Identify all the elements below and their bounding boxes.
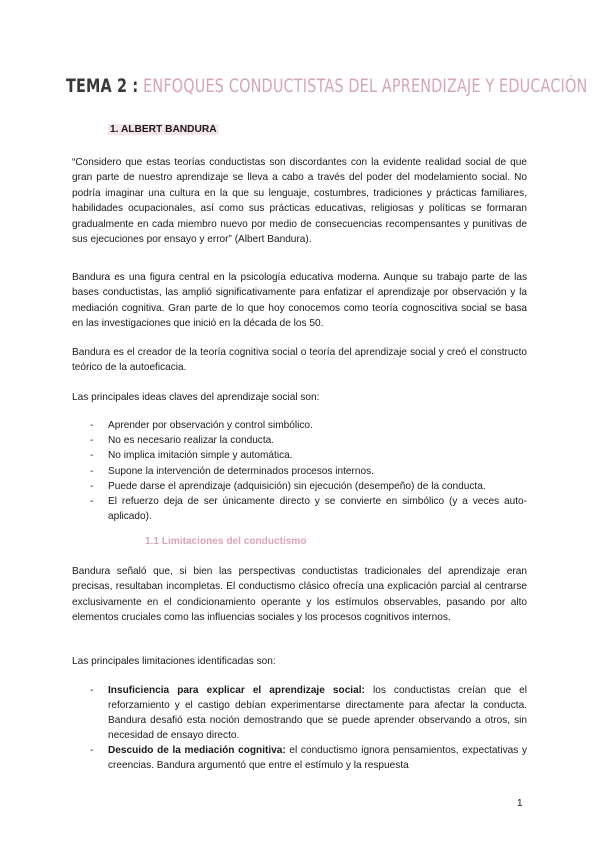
list-item: - Aprender por observación y control simbólico.	[72, 418, 527, 433]
limitation-term: Insuficiencia para explicar el aprendizaje social:	[108, 685, 365, 696]
bullet-dash: -	[90, 685, 94, 696]
creator-text: Bandura es el creador de la teoría cognitiva social o teoría del aprendizaje social y creó el constructo teórico de la autoeficacia.	[72, 347, 527, 374]
key-ideas-intro	[72, 390, 527, 405]
limitations-intro-text: Las principales limitaciones identificadas son:	[72, 656, 276, 667]
list-item: - El refuerzo deja de ser únicamente directo y se convierte en simbólico (y a veces auto-aplicado).	[90, 496, 527, 523]
limitation-term: Descuido de la mediación cognitiva:	[108, 745, 286, 757]
bullet-dash: -	[90, 745, 94, 757]
title-prefix: TEMA 2 :	[66, 76, 139, 97]
limitation-text: el conductismo ignora pensamientos, expectativas y creencias. Bandura argumentó que entre el estímulo y la respuesta	[108, 745, 527, 772]
key-ideas-list	[72, 418, 527, 524]
list-item	[72, 743, 527, 773]
section-heading-albert-bandura: 1. ALBERT BANDURA	[110, 124, 217, 135]
bullet-dash: -	[90, 480, 94, 492]
list-item: - Supone la intervención de determinados procesos internos.	[72, 464, 527, 479]
creator-paragraph	[72, 345, 527, 376]
limitations-list	[72, 683, 527, 774]
limitations-paragraph	[72, 564, 527, 626]
limitations-text: Bandura señaló que, si bien las perspectivas conductistas tradicionales del aprendizaje eran precisas, resultaban incompletas. El conductismo clásico ofrecía una explicación parcial al centrarse exclusivamente en el condicionamiento operante y los estímulos observables, pasando por alto elementos cruciales como las influencias sociales y los procesos cognitivos internos.	[72, 566, 527, 624]
intro-paragraph	[72, 270, 527, 332]
title-accent: ENFOQUES CONDUCTISTAS DEL APRENDIZAJE Y EDUCACIÓN	[143, 76, 588, 97]
list-item	[72, 683, 527, 743]
limitations-intro	[72, 654, 527, 669]
bullet-dash: -	[90, 435, 94, 447]
limitation-text: los conductistas creían que el reforzamiento y el castigo debían experimentarse directamente para afectar la conducta. Bandura desafió esta noción demostrando que se puede aprender observando a otros, sin necesidad de ensayo directo.	[108, 685, 527, 742]
bandura-quote-paragraph	[72, 155, 527, 247]
list-item: - Puede darse el aprendizaje (adquisición) sin ejecución (desempeño) de la conducta.	[72, 479, 527, 494]
subsection-heading-limitations: 1.1 Limitaciones del conductismo	[145, 536, 307, 547]
bullet-dash: -	[90, 450, 94, 462]
bullet-dash: -	[90, 465, 94, 477]
list-item: - No implica imitación simple y automática.	[72, 448, 527, 463]
intro-text: Bandura es una figura central en la psicología educativa moderna. Aunque su trabajo parte de las bases conductistas, las amplió significativamente para enfatizar el aprendizaje por observación y la mediación cognitiva. Gran parte de lo que hoy conocemos como teoría cognoscitiva social se basa en las investigaciones que inició en la década de los 50.	[72, 272, 527, 330]
quote-text: “Considero que estas teorías conductistas son discordantes con la evidente realidad social de que gran parte de nuestro aprendizaje se lleva a cabo a través del poder del modelamiento social. No podría imaginar una cultura en la que su lenguaje, costumbres, tradiciones y prácticas familiares, habilidades ocupacionales, así como sus prácticas educativas, religiosas y políticas se formaran gradualmente en cada miembro nuevo por medio de consecuencias recompensantes y punitivas de sus ejecuciones por ensayo y error” (Albert Bandura).	[72, 157, 527, 246]
page-title	[66, 76, 588, 97]
list-item: - No es necesario realizar la conducta.	[72, 433, 527, 448]
page-number: 1	[517, 798, 523, 809]
bullet-dash: -	[90, 496, 94, 508]
key-ideas-intro-text: Las principales ideas claves del aprendizaje social son:	[72, 392, 320, 403]
bullet-dash: -	[90, 420, 94, 431]
